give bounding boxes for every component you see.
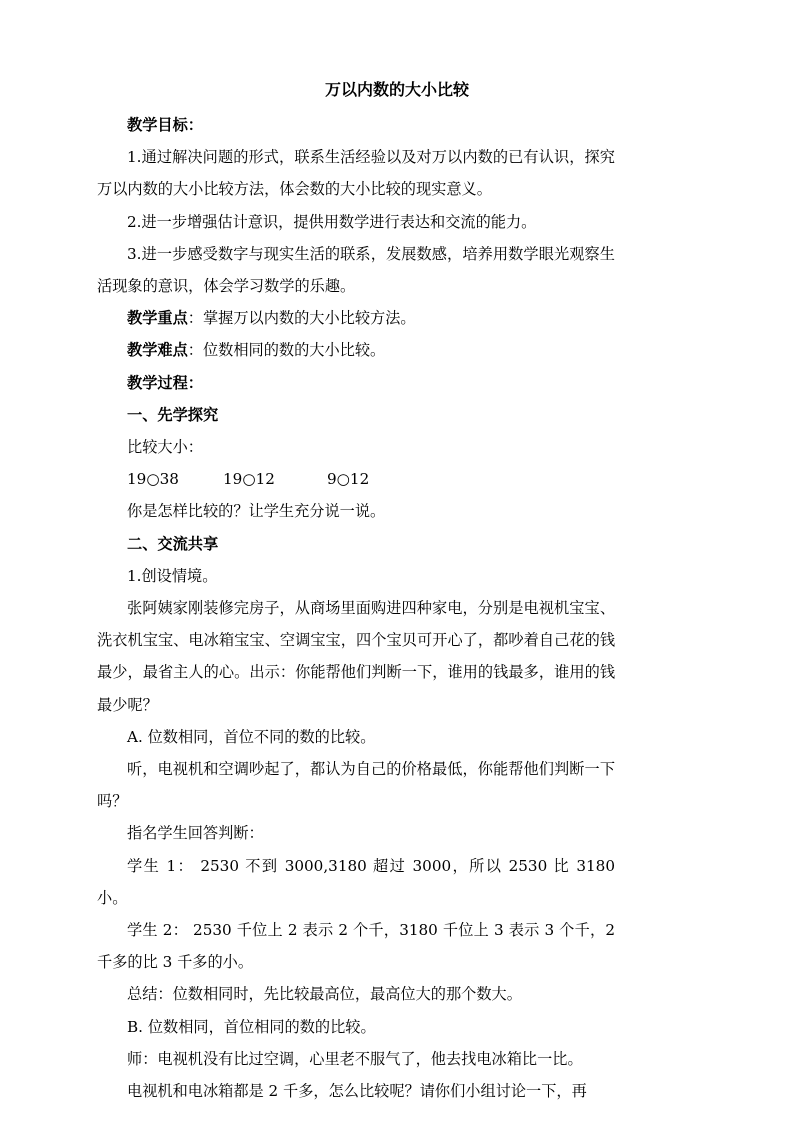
student-2-answer: 学生 2： 2530 千位上 2 表示 2 个千，3180 千位上 3 表示 3 个千，2 千多的比 3 千多的小。 bbox=[97, 921, 615, 972]
key-point-text: ：掌握万以内数的大小比较方法。 bbox=[187, 309, 416, 328]
story-paragraph: 张阿姨家刚装修完房子，从商场里面购进四种家电，分别是电视机宝宝、洗衣机宝宝、电冰箱宝宝、空调宝宝，四个宝贝可开心了，都吵着自己花的钱最少，最省主人的心。出示：你能帮他们判断一下，谁用的钱最多，谁用的钱最少呢？ bbox=[97, 599, 615, 714]
goals-heading: 教学目标： bbox=[127, 116, 203, 134]
difficulty-label: 教学难点 bbox=[127, 341, 188, 360]
discuss-line: 你是怎样比较的？让学生充分说一说。 bbox=[127, 502, 386, 521]
comparison-item: 19○38 bbox=[127, 470, 179, 489]
listen-paragraph: 听，电视机和空调吵起了，都认为自己的价格最低，你能帮他们判断一下吗？ bbox=[97, 760, 615, 811]
goal-1: 1.通过解决问题的形式，联系生活经验以及对万以内数的已有认识，探究万以内数的大小比较方法，体会数的大小比较的现实意义。 bbox=[97, 148, 615, 199]
difficulty bbox=[97, 334, 615, 366]
case-a: A. 位数相同，首位不同的数的比较。 bbox=[127, 727, 376, 746]
comparison-row bbox=[97, 463, 615, 495]
student-1-answer: 学生 1： 2530 不到 3000,3180 超过 3000，所以 2530 比 3180 小。 bbox=[97, 856, 615, 907]
comparison-item: 9○12 bbox=[327, 470, 370, 489]
comparison-item: 19○12 bbox=[223, 470, 275, 489]
compare-prompt: 比较大小： bbox=[127, 438, 203, 457]
step-1: 1.创设情境。 bbox=[127, 566, 218, 585]
key-point-label: 教学重点 bbox=[127, 309, 188, 328]
teacher-line: 师：电视机没有比过空调，心里老不服气了，他去找电冰箱比一比。 bbox=[127, 1049, 583, 1068]
document-body bbox=[97, 109, 615, 1107]
process-heading: 教学过程： bbox=[127, 373, 203, 392]
last-line: 电视机和电冰箱都是 2 千多，怎么比较呢？请你们小组讨论一下，再 bbox=[127, 1082, 587, 1101]
goal-3: 3.进一步感受数字与现实生活的联系，发展数感，培养用数学眼光观察生活现象的意识，体会学习数学的乐趣。 bbox=[97, 244, 615, 296]
difficulty-text: ：位数相同的数的大小比较。 bbox=[187, 341, 386, 360]
page-title: 万以内数的大小比较 bbox=[324, 80, 469, 99]
section-heading-1: 一、先学探究 bbox=[127, 405, 219, 424]
key-point bbox=[97, 302, 615, 334]
goal-2: 2.进一步增强估计意识，提供用数学进行表达和交流的能力。 bbox=[127, 212, 537, 231]
case-b: B. 位数相同，首位相同的数的比较。 bbox=[127, 1017, 376, 1036]
ask-students: 指名学生回答判断： bbox=[127, 824, 264, 843]
section-heading-2: 二、交流共享 bbox=[127, 534, 219, 553]
summary: 总结：位数相同时，先比较最高位，最高位大的那个数大。 bbox=[127, 985, 522, 1004]
